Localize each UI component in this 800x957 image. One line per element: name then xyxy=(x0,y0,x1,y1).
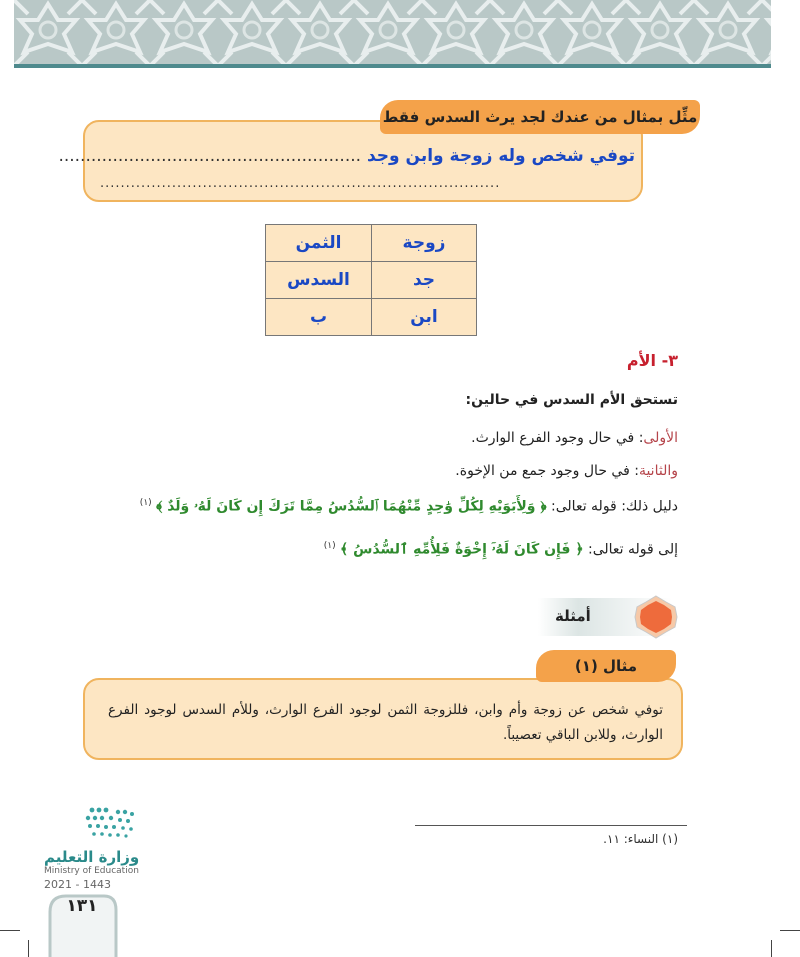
ministry-logo-icon xyxy=(44,806,136,844)
academic-year: 2021 - 1443 xyxy=(44,878,111,891)
footnote-marker: (١) xyxy=(323,541,336,551)
handwritten-answer: توفي شخص وله زوجة وابن وجد xyxy=(366,146,635,166)
footnote-marker: (١) xyxy=(139,498,152,508)
case-second-text: : في حال وجود جمع من الإخوة. xyxy=(455,463,639,479)
table-cell-heir: زوجة xyxy=(371,225,476,262)
table-cell-heir: جد xyxy=(371,262,476,299)
ministry-name-ar: وزارة التعليم xyxy=(44,848,140,866)
header-rule xyxy=(14,64,771,68)
quran-verse: ﴿ وَلِأَبَوَيْهِ لِكُلِّ وَٰحِدٍ مِّنْهُمَا ٱلسُّدُسُ مِمَّا تَرَكَ إِن كَانَ لَهُۥ وَلَدٌ ﴾ xyxy=(156,498,547,515)
example-text: توفي شخص عن زوجة وأم وابن، فللزوجة الثمن لوجود الفرع الوارث، وللأم السدس لوجود الفرع الوارث، وللابن الباقي تعصيباً. xyxy=(108,702,663,743)
evidence-line-2 xyxy=(324,541,678,558)
footnote-rule xyxy=(415,825,687,826)
examples-header: أمثلة xyxy=(555,607,591,625)
crop-mark xyxy=(0,930,20,931)
answer-dots-line-2: .............................................................................. xyxy=(100,176,501,191)
evidence-prefix: إلى قوله تعالى: xyxy=(588,541,678,558)
section-intro: تستحق الأم السدس في حالين: xyxy=(465,392,678,408)
exercise-answer-line xyxy=(58,146,635,170)
answer-dots: ........................................................ xyxy=(58,146,362,166)
exercise-prompt-tab: مثِّل بمثال من عندك لجد يرث السدس فقط xyxy=(380,100,700,134)
quran-verse: ﴿ فَإِن كَانَ لَهُۥٓ إِخْوَةٌ فَلِأُمِّهِ ٱلسُّدُسُ ﴾ xyxy=(340,541,584,558)
table-cell-share: السدس xyxy=(266,262,372,299)
table-row xyxy=(266,262,477,299)
decorative-header-band xyxy=(14,0,771,66)
shares-table xyxy=(265,224,477,336)
case-first-text: : في حال وجود الفرع الوارث. xyxy=(471,430,644,446)
crop-mark xyxy=(771,940,772,957)
example-title-tab: مثال (١) xyxy=(536,650,676,682)
footnote: (١) النساء: ١١. xyxy=(603,832,678,846)
octagon-badge-icon xyxy=(633,594,679,640)
table-row xyxy=(266,299,477,336)
ministry-name-en: Ministry of Education xyxy=(44,866,139,876)
case-first-label: الأولى xyxy=(643,430,678,446)
table-row xyxy=(266,225,477,262)
evidence-prefix: دليل ذلك: قوله تعالى: xyxy=(551,498,678,515)
table-cell-share: الثمن xyxy=(266,225,372,262)
crop-mark xyxy=(780,930,800,931)
case-first xyxy=(471,430,678,446)
case-second xyxy=(455,463,678,479)
evidence-line-1 xyxy=(140,498,678,515)
table-cell-share: ب xyxy=(266,299,372,336)
section-heading: ٣- الأم xyxy=(626,351,678,370)
page-number: ١٣١ xyxy=(66,896,98,916)
table-cell-heir: ابن xyxy=(371,299,476,336)
case-second-label: والثانية xyxy=(638,463,678,479)
crop-mark xyxy=(28,940,29,957)
